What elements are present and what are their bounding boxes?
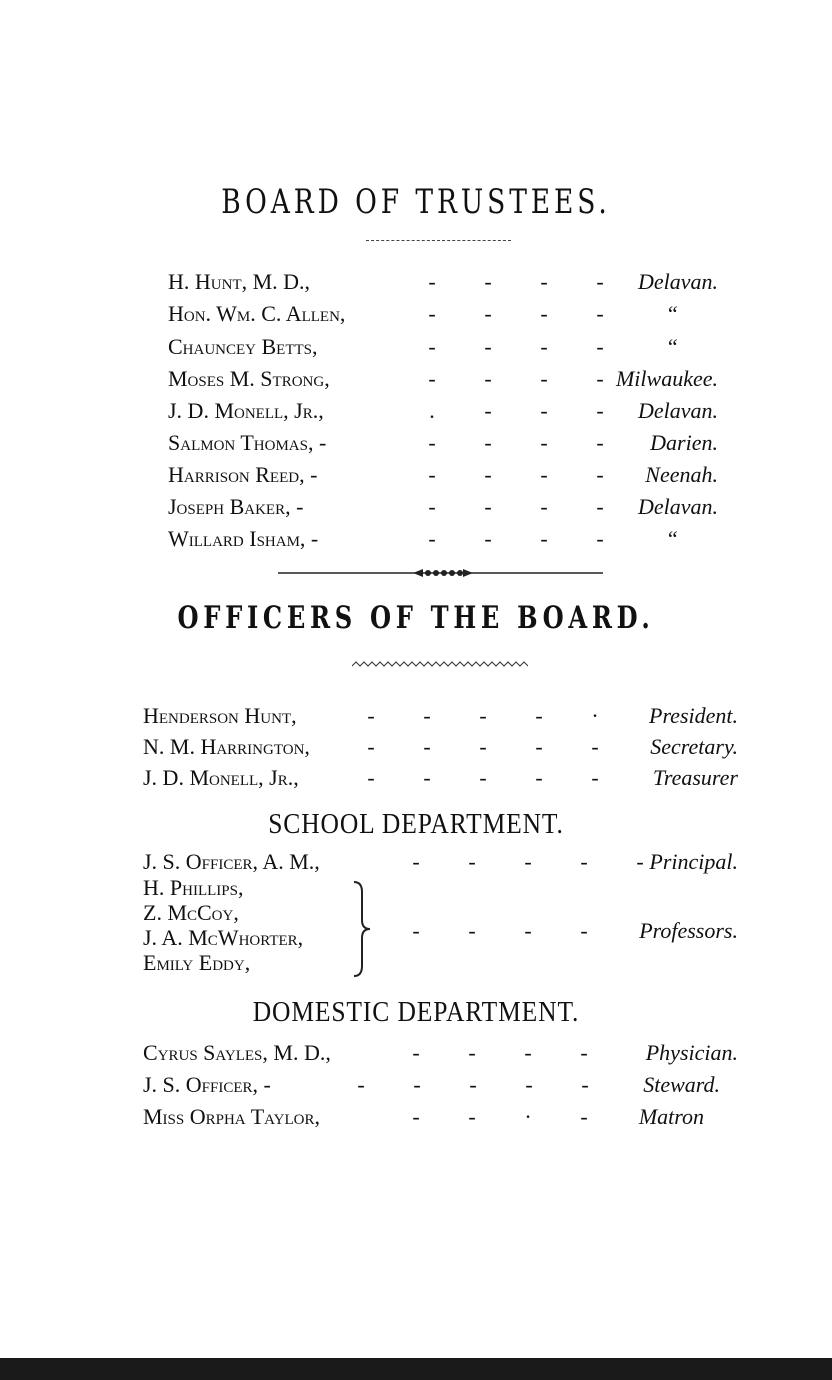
trustee-row [168,265,718,299]
trustee-name: Moses M. Strong, [168,366,330,391]
officer-row [143,699,738,733]
leader-dashes: . - - - [429,398,604,423]
trustee-row [168,297,718,331]
trustee-row [168,362,718,396]
principal-row [143,845,738,879]
trustee-row [168,394,718,428]
officer-name: J. D. Monell, Jr., [143,765,299,790]
domestic-name: J. S. Officer, - [143,1072,271,1097]
principal-name: J. S. Officer, A. M., [143,849,320,874]
trustee-name: Chauncey Betts, [168,334,318,359]
officer-role: Secretary. [650,734,738,759]
domestic-row [143,1100,738,1134]
board-of-trustees-heading: BOARD OF TRUSTEES. [221,182,611,222]
leader-dashes: - - · - [412,1104,588,1129]
professor-name: H. Phillips, [143,875,244,900]
trustee-place: Delavan. [637,494,718,519]
officer-row [143,761,738,795]
trustee-place: “ [665,526,678,551]
leader-dashes: - - - - [428,430,604,455]
leader-dashes: - - - - [428,366,604,391]
professor-name: Z. McCoy, [143,900,239,925]
domestic-role: Physician. [645,1040,738,1065]
trustee-name: Hon. Wm. C. Allen, [168,301,346,326]
leader-dashes: - - - - [428,301,604,326]
leader-dashes: - - - - [412,918,588,943]
trustee-name: Harrison Reed, - [168,462,318,487]
leader-dashes: - - - - - [412,849,644,874]
professors-row [143,914,738,948]
domestic-role: Steward. [643,1072,720,1097]
leader-dashes: - - - - [428,462,604,487]
domestic-row [143,1036,738,1070]
trustee-place: Neenah. [645,462,718,487]
domestic-role: Matron [638,1104,704,1129]
domestic-department-heading: DOMESTIC DEPARTMENT. [252,996,580,1028]
trustee-place: “ [665,334,678,359]
trustee-name: Salmon Thomas, - [168,430,327,455]
domestic-row [143,1068,738,1102]
officer-name: N. M. Harrington, [143,734,310,759]
professors-role: Professors. [639,918,738,943]
leader-dashes: - - - - [428,526,604,551]
trustee-row [168,522,718,556]
officer-row [143,730,738,764]
officer-name: Henderson Hunt, [143,703,297,728]
trustee-place: Darien. [650,430,718,455]
trustee-place: “ [665,301,678,326]
professor-name: J. A. McWhorter, [143,925,304,950]
ornamental-rule [278,566,603,580]
leader-dashes: - - - - [428,334,604,359]
officer-role: President. [649,703,738,728]
trustee-place: Delavan. [637,398,718,423]
trustee-place: Milwaukee. [615,366,718,391]
officer-role: Treasurer [652,765,738,790]
trustee-row [168,490,718,524]
leader-dashes: - - - - - [367,734,599,759]
trustee-place: Delavan. [637,269,718,294]
domestic-name: Miss Orpha Taylor, [143,1104,320,1129]
principal-role: Principal. [649,849,738,874]
leader-dashes: - - - - [428,494,604,519]
leader-dashes: - - - - - [367,765,599,790]
dotted-rule [366,240,511,241]
officers-of-the-board-heading: OFFICERS OF THE BOARD. [177,600,655,636]
zigzag-rule [352,660,528,668]
trustee-row [168,458,718,492]
trustee-name: Joseph Baker, - [168,494,304,519]
trustee-name: Willard Isham, - [168,526,319,551]
leader-dashes: - - - - [428,269,604,294]
leader-dashes: - - - - - [357,1072,589,1097]
leader-dashes: - - - - [412,1040,588,1065]
trustee-row [168,330,718,364]
trustee-name: J. D. Monell, Jr., [168,398,324,423]
professor-name: Emily Eddy, [143,950,251,975]
school-department-heading: SCHOOL DEPARTMENT. [268,808,564,840]
trustee-row [168,426,718,460]
trustee-name: H. Hunt, M. D., [168,269,311,294]
domestic-name: Cyrus Sayles, M. D., [143,1040,331,1065]
scan-border [0,1358,832,1380]
leader-dashes: - - - - · [367,703,599,728]
